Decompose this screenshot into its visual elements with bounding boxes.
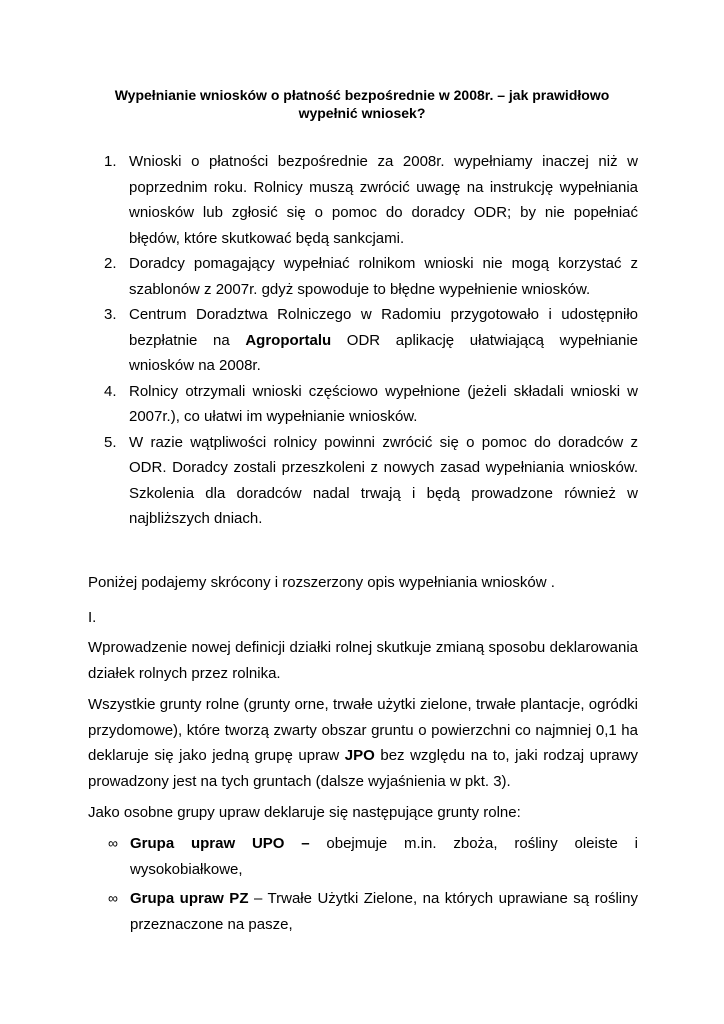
list-item-text: Wnioski o płatności bezpośrednie za 2008r. wypełniamy inaczej niż w poprzednim roku. Rolnicy muszą zwrócić uwagę na instrukcję wypełniania wniosków lub zgłosić się o pomoc do doradcy ODR; by nie popełniać błędów, które skutkować będą sankcjami. bbox=[129, 153, 638, 247]
paragraph-groups-intro: Jako osobne grupy upraw deklaruje się następujące grunty rolne: bbox=[88, 804, 521, 821]
list-item bbox=[104, 302, 638, 379]
list-item-number: 1. bbox=[104, 153, 117, 170]
bullet-item bbox=[108, 831, 638, 882]
title-line-1: Wypełnianie wniosków o płatność bezpośrednie w 2008r. – jak prawidłowo bbox=[114, 87, 610, 103]
list-item bbox=[104, 379, 638, 430]
section-number: I. bbox=[88, 609, 97, 626]
list-item bbox=[104, 430, 638, 532]
intro-paragraph: Poniżej podajemy skrócony i rozszerzony opis wypełniania wniosków . bbox=[88, 574, 555, 591]
paragraph-definition: Wprowadzenie nowej definicji działki rolnej skutkuje zmianą sposobu deklarowania działek rolnych przez rolnika. bbox=[88, 639, 638, 682]
list-item-text: Doradcy pomagający wypełniać rolnikom wnioski nie mogą korzystać z szablonów z 2007r. gdyż spowoduje to błędne wypełnienie wniosków. bbox=[129, 255, 638, 298]
list-item bbox=[104, 149, 638, 251]
title-line-2: wypełnić wniosek? bbox=[298, 105, 426, 121]
infinity-bullet-icon: ∞ bbox=[108, 835, 118, 851]
agroportal-bold: Agroportalu bbox=[245, 331, 332, 349]
list-item-number: 4. bbox=[104, 382, 117, 400]
list-item-number: 3. bbox=[104, 306, 117, 323]
list-item-number: 2. bbox=[104, 255, 117, 272]
list-item-text: Centrum Doradztwa Rolniczego w Radomiu przygotowało i udostępniło bezpłatnie na Agroportalu ODR aplikację ułatwiającą wypełnianie wniosków na 2008r. bbox=[129, 306, 638, 374]
document-title bbox=[90, 86, 634, 122]
paragraph-grunty: Wszystkie grunty rolne (grunty orne, trwałe użytki zielone, trwałe plantacje, ogródki przydomowe), które tworzą zwarty obszar gruntu o powierzchni co najmniej 0,1 ha deklaruje się jako jedną grupę upraw JPO bez względu na to, jaki rodzaj uprawy prowadzony jest na tych gruntach (dalsze wyjaśnienia w pkt. 3). bbox=[88, 696, 638, 790]
list-item bbox=[104, 251, 638, 302]
list-item-text: Rolnicy otrzymali wnioski częściowo wypełnione (jeżeli składali wnioski w 2007r.), co ułatwi im wypełnianie wniosków. bbox=[129, 382, 638, 425]
bullet-text: Grupa upraw UPO – obejmuje m.in. zboża, rośliny oleiste i wysokobiałkowe, bbox=[130, 835, 638, 878]
list-item-text: W razie wątpliwości rolnicy powinni zwrócić się o pomoc do doradców z ODR. Doradcy zostali przeszkoleni z nowych zasad wypełniania wniosków. Szkolenia dla doradców nadal trwają i będą prowadzone również w najbliższych dniach. bbox=[129, 433, 638, 527]
bullet-item bbox=[108, 886, 638, 937]
numbered-list bbox=[104, 149, 638, 532]
jpo-bold: JPO bbox=[344, 747, 375, 764]
list-item-number: 5. bbox=[104, 433, 117, 451]
bullet-text: Grupa upraw PZ – Trwałe Użytki Zielone, na których uprawiane są rośliny przeznaczone na pasze, bbox=[130, 890, 638, 933]
infinity-bullet-icon: ∞ bbox=[108, 890, 118, 906]
